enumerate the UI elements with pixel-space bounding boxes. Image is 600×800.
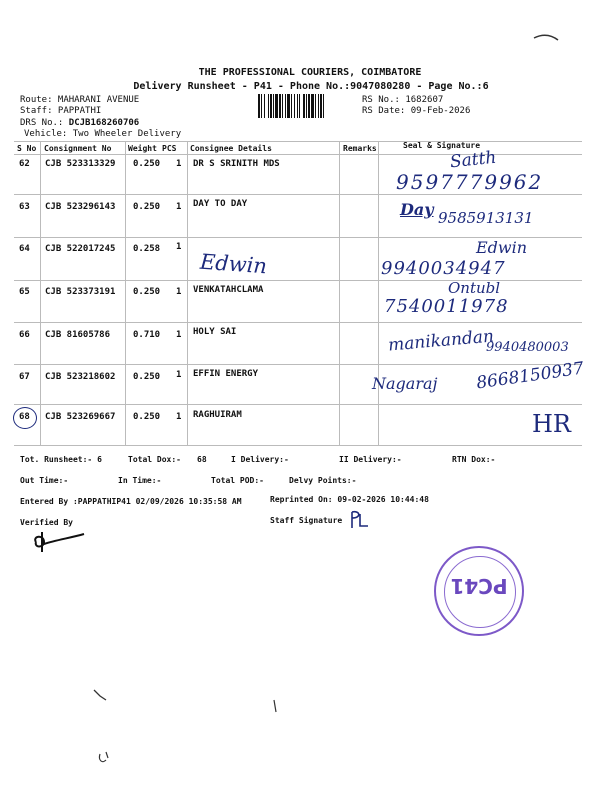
row-sno: 63 [19,202,30,212]
col-header-pcs: PCS [162,144,177,153]
route-label: Route: MAHARANI AVENUE [20,95,140,105]
row-consignment: CJB 523296143 [45,202,116,212]
row-weight: 0.250 [133,372,161,382]
row-consignee: DR S SRINITH MDS [193,159,280,169]
row-pcs: 1 [176,202,182,212]
stamp-text: PC41 [450,574,508,598]
barcode-bar [299,94,300,118]
total-pod-label: Total POD:- [211,476,264,485]
row-consignee: DAY TO DAY [193,199,248,209]
handwritten-phone: 9597779962 [396,170,544,194]
row-sno: 62 [19,159,30,169]
vehicle-label: Vehicle: Two Wheeler Delivery [24,129,182,139]
handwritten-phone: 9940034947 [381,258,506,279]
stray-pen-mark [96,750,112,766]
row-weight: 0.250 [133,287,161,297]
row-pcs: 1 [176,330,182,340]
delvy-points-label: Delvy Points:- [289,476,357,485]
row-sno: 64 [19,244,30,254]
barcode-bar [287,94,290,118]
col-divider [339,141,340,445]
barcode-bar [308,94,310,118]
reprinted-on: Reprinted On: 09-02-2026 10:44:48 [270,495,429,504]
tot-runsheet: Tot. Runsheet:- 6 [20,455,102,464]
col-header-consignee: Consignee Details [190,144,272,153]
total-dox-label: Total Dox:- [128,455,181,464]
row-consignee: RAGHUIRAM [193,410,242,420]
col-header-weight: Weight [128,144,157,153]
barcode-bar [268,94,269,118]
row-sno: 68 [19,412,30,422]
barcode-bar [285,94,286,118]
ii-delivery-label: II Delivery:- [339,455,402,464]
row-divider [14,364,582,365]
barcode-bar [303,94,305,118]
barcode-bar [279,94,281,118]
table-top-border [14,141,582,142]
row-consignee: VENKATAHCLAMA [193,285,264,295]
col-header-remarks: Remarks [343,144,377,153]
handwritten-signature: HR [532,410,571,438]
stray-pen-mark [532,30,560,44]
handwritten-name: manikandan [387,326,495,356]
stray-pen-mark [270,698,280,714]
row-pcs: 1 [176,159,182,169]
row-weight: 0.250 [133,202,161,212]
rs-number: RS No.: 1682607 [362,95,444,105]
col-header-sno: S No [17,144,37,153]
row-consignment: CJB 523218602 [45,372,116,382]
handwritten-phone: 8668150937 [475,358,586,394]
row-consignment: CJB 523269667 [45,412,116,422]
barcode-image [258,94,358,118]
barcode-bar [264,94,265,118]
barcode-bar [275,94,278,118]
handwritten-phone: 7540011978 [384,296,509,317]
row-consignment: CJB 523313329 [45,159,116,169]
handwritten-signature: Ontubl [448,279,501,297]
barcode-bar [261,94,262,118]
col-divider [125,141,126,445]
row-weight: 0.710 [133,330,161,340]
handwritten-signature: Satth [449,147,498,173]
barcode-bar [273,94,274,118]
barcode-bar [297,94,298,118]
verified-signature-mark [30,528,86,554]
barcode-bar [270,94,272,118]
handwritten-phone: 9585913131 [438,209,534,227]
barcode-bar [258,94,260,118]
staff-signature-mark [346,508,372,530]
total-dox-value: 68 [197,455,207,464]
row-divider [14,194,582,195]
col-divider [187,141,188,445]
row-consignment: CJB 81605786 [45,330,111,340]
barcode-bar [311,94,314,118]
row-consignee: EFFIN ENERGY [193,369,259,379]
company-title: THE PROFESSIONAL COURIERS, COIMBATORE [198,67,422,78]
runsheet-title: Delivery Runsheet - P41 - Phone No.:9047080280 - Page No.:6 [133,81,489,92]
row-divider [14,404,582,405]
handwritten-phone: 9940480003 [486,340,569,355]
row-pcs: 1 [176,370,182,380]
barcode-bar [294,94,295,118]
drs-label: DRS No.: [20,118,64,128]
rtn-dox-label: RTN Dox:- [452,455,496,464]
drs-value: DCJB168260706 [68,118,140,128]
barcode-bar [318,94,319,118]
table-bottom-border [14,445,582,446]
handwritten-signature: Edwin [476,238,528,257]
entered-by: Entered By :PAPPATHIP41 02/09/2026 10:35:58 AM [20,497,242,506]
barcode-bar [291,94,292,118]
barcode-bar [320,94,322,118]
row-consignment: CJB 522017245 [45,244,116,254]
barcode-bar [282,94,283,118]
row-consignment: CJB 523373191 [45,287,116,297]
staff-signature-label: Staff Signature [270,516,343,525]
handwritten-name: Edwin [199,249,268,279]
row-sno: 65 [19,287,30,297]
col-header-consignment: Consignment No [44,144,112,153]
row-sno: 66 [19,330,30,340]
row-sno: 67 [19,372,30,382]
col-header-seal: Seal & Signature [403,141,481,150]
table-header-border [14,154,582,155]
handwritten-signature: Day [400,200,434,219]
row-weight: 0.258 [133,244,161,254]
rs-date: RS Date: 09-Feb-2026 [362,106,471,116]
staff-label: Staff: PAPPATHI [20,106,102,116]
barcode-bar [306,94,307,118]
i-delivery-label: I Delivery:- [231,455,289,464]
col-divider [378,141,379,445]
office-stamp [434,546,524,636]
row-consignee: HOLY SAI [193,327,237,337]
row-pcs: 1 [176,287,182,297]
row-pcs: 1 [176,242,182,252]
drs-number [20,118,139,128]
barcode-bar [323,94,324,118]
row-weight: 0.250 [133,159,161,169]
col-divider [40,141,41,445]
row-weight: 0.250 [133,412,161,422]
in-time-label: In Time:- [118,476,162,485]
barcode-bar [315,94,316,118]
handwritten-signature: Nagaraj [372,374,438,393]
row-divider [14,322,582,323]
stray-pen-mark [92,688,108,702]
out-time-label: Out Time:- [20,476,69,485]
row-pcs: 1 [176,412,182,422]
verified-by-label: Verified By [20,518,73,527]
